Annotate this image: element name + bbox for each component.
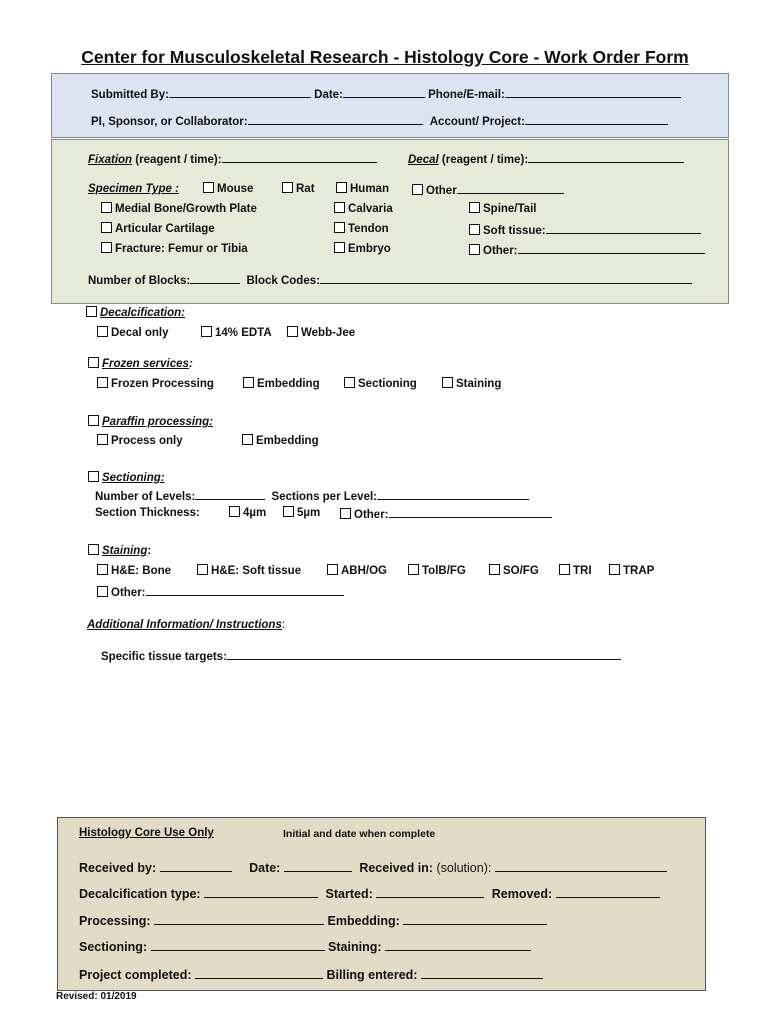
- other-species-label: Other: [426, 185, 457, 197]
- core-sectioning-label: Sectioning:: [79, 940, 148, 954]
- submitted-by-row: [91, 86, 681, 101]
- decal-row: [408, 151, 684, 166]
- phone-email-label: Phone/E-mail:: [428, 89, 505, 101]
- paraffin-heading[interactable]: [88, 415, 213, 428]
- num-levels-label: Number of Levels:: [95, 491, 196, 503]
- targets-label: Specific tissue targets:: [101, 651, 227, 663]
- decalcification-checkbox[interactable]: [86, 306, 97, 317]
- tolb-label: TolB/FG: [422, 565, 466, 577]
- paraffin-checkbox[interactable]: [88, 415, 99, 426]
- he-soft-checkbox[interactable]: [197, 564, 208, 575]
- paraffin-label: Paraffin processing:: [102, 416, 213, 428]
- webb-jee-label: Webb-Jee: [301, 327, 356, 339]
- decalcification-heading[interactable]: [86, 306, 185, 319]
- frozen-sectioning-checkbox[interactable]: [344, 377, 355, 388]
- started-field[interactable]: [376, 886, 484, 898]
- tri-label: TRI: [573, 565, 592, 577]
- fracture-label: Fracture: Femur or Tibia: [115, 243, 248, 255]
- sectioning-label: Sectioning:: [102, 472, 165, 484]
- project-completed-field[interactable]: [195, 967, 323, 979]
- core-date-field[interactable]: [284, 860, 352, 872]
- num-levels-field[interactable]: [195, 488, 265, 500]
- tendon-option[interactable]: [334, 222, 389, 235]
- he-bone-checkbox[interactable]: [97, 564, 108, 575]
- submitted-by-label: Submitted By:: [91, 89, 169, 101]
- targets-row: [101, 648, 621, 663]
- frozen-sectioning-label: Sectioning: [358, 378, 417, 390]
- additional-heading: Additional Information/ Instructions:: [87, 619, 286, 631]
- core-staining-label: Staining:: [328, 940, 382, 954]
- calvaria-option[interactable]: [334, 202, 393, 215]
- submission-box: [51, 73, 729, 138]
- section-thickness-label: Section Thickness:: [95, 507, 200, 519]
- trap-label: TRAP: [623, 565, 655, 577]
- pi-row: [91, 113, 668, 128]
- fixation-row: [88, 151, 377, 166]
- spine-tail-option[interactable]: [469, 202, 536, 215]
- other-species-option[interactable]: [412, 182, 564, 197]
- calvaria-checkbox[interactable]: [334, 202, 345, 213]
- four-um-label: 4µm: [243, 507, 267, 519]
- core-embedding-field[interactable]: [403, 913, 547, 925]
- other-stain-label: Other:: [111, 587, 146, 599]
- sectioning-core-row: [79, 939, 531, 954]
- articular-label: Articular Cartilage: [115, 223, 215, 235]
- four-um-checkbox[interactable]: [229, 506, 240, 517]
- mouse-option[interactable]: [203, 182, 253, 195]
- rat-label: Rat: [296, 183, 315, 195]
- other-thickness-checkbox[interactable]: [340, 508, 351, 519]
- core-date-label: Date:: [249, 861, 281, 875]
- articular-option[interactable]: [101, 222, 215, 235]
- tendon-label: Tendon: [348, 223, 389, 235]
- received-by-label: Received by:: [79, 861, 157, 875]
- paraffin-embedding-checkbox[interactable]: [242, 434, 253, 445]
- process-only-checkbox[interactable]: [97, 434, 108, 445]
- soft-tissue-option[interactable]: [469, 222, 701, 237]
- tendon-checkbox[interactable]: [334, 222, 345, 233]
- decal-type-row: [79, 886, 660, 901]
- embryo-checkbox[interactable]: [334, 242, 345, 253]
- tri-option[interactable]: [559, 564, 592, 577]
- block-codes-label: Block Codes:: [246, 275, 320, 287]
- soft-tissue-checkbox[interactable]: [469, 224, 480, 235]
- other-thickness-field[interactable]: [389, 506, 552, 518]
- decal-only-checkbox[interactable]: [97, 326, 108, 337]
- phone-email-field[interactable]: [505, 86, 681, 98]
- paraffin-embedding-label: Embedding: [256, 435, 319, 447]
- staining-heading[interactable]: Staining:: [88, 544, 151, 557]
- abh-option[interactable]: [327, 564, 387, 577]
- edta-label: 14% EDTA: [215, 327, 272, 339]
- core-use-note: Initial and date when complete: [283, 828, 436, 840]
- he-soft-label: H&E: Soft tissue: [211, 565, 302, 577]
- five-um-option[interactable]: [283, 506, 320, 519]
- human-checkbox[interactable]: [336, 182, 347, 193]
- spine-tail-label: Spine/Tail: [483, 203, 537, 215]
- removed-label: Removed:: [491, 887, 553, 901]
- other-species-checkbox[interactable]: [412, 184, 423, 195]
- fracture-checkbox[interactable]: [101, 242, 112, 253]
- billing-label: Billing entered:: [326, 968, 418, 982]
- started-label: Started:: [325, 887, 373, 901]
- tolb-option[interactable]: [408, 564, 466, 577]
- core-use-heading-label: Histology Core Use Only: [79, 827, 214, 839]
- frozen-checkbox[interactable]: [88, 357, 99, 368]
- human-label: Human: [350, 183, 389, 195]
- thickness-row: [95, 507, 200, 519]
- other-tissue-option[interactable]: [469, 242, 705, 257]
- block-codes-field[interactable]: [320, 272, 692, 284]
- abh-checkbox[interactable]: [327, 564, 338, 575]
- process-only-option[interactable]: [97, 434, 183, 447]
- pi-field[interactable]: [248, 113, 423, 125]
- other-thickness-option[interactable]: [340, 506, 552, 521]
- frozen-staining-option[interactable]: [442, 377, 501, 390]
- other-stain-field[interactable]: [146, 584, 344, 596]
- sectioning-heading[interactable]: [88, 471, 165, 484]
- pi-label: PI, Sponsor, or Collaborator:: [91, 116, 248, 128]
- edta-option[interactable]: [201, 326, 272, 339]
- sections-per-level-field[interactable]: [377, 488, 529, 500]
- decal-only-option[interactable]: [97, 326, 169, 339]
- tri-checkbox[interactable]: [559, 564, 570, 575]
- project-completed-label: Project completed:: [79, 968, 192, 982]
- fixation-field[interactable]: [222, 151, 377, 163]
- processing-field[interactable]: [154, 913, 324, 925]
- four-um-option[interactable]: [229, 506, 266, 519]
- levels-row: [95, 488, 529, 503]
- core-sectioning-field[interactable]: [151, 939, 325, 951]
- blocks-row: [88, 272, 692, 287]
- medial-bone-checkbox[interactable]: [101, 202, 112, 213]
- fixation-suffix: (reagent / time):: [132, 154, 222, 166]
- embryo-label: Embryo: [348, 243, 391, 255]
- specimen-type-label-wrap: [88, 183, 179, 195]
- paraffin-embedding-option[interactable]: [242, 434, 319, 447]
- frozen-embedding-checkbox[interactable]: [243, 377, 254, 388]
- webb-jee-checkbox[interactable]: [287, 326, 298, 337]
- account-label: Account/ Project:: [429, 116, 525, 128]
- num-blocks-field[interactable]: [190, 272, 240, 284]
- solution-label: (solution):: [436, 861, 492, 875]
- spine-tail-checkbox[interactable]: [469, 202, 480, 213]
- core-staining-field[interactable]: [385, 939, 531, 951]
- mouse-checkbox[interactable]: [203, 182, 214, 193]
- abh-label: ABH/OG: [341, 565, 387, 577]
- tolb-checkbox[interactable]: [408, 564, 419, 575]
- decal-field[interactable]: [528, 151, 684, 163]
- date-field[interactable]: [343, 86, 425, 98]
- specimen-type-label: Specimen Type :: [88, 183, 179, 195]
- additional-heading-label: Additional Information/ Instructions: [87, 619, 282, 631]
- targets-field[interactable]: [227, 648, 621, 660]
- sections-per-level-label: Sections per Level:: [271, 491, 377, 503]
- frozen-embedding-label: Embedding: [257, 378, 320, 390]
- trap-checkbox[interactable]: [609, 564, 620, 575]
- decalcification-label: Decalcification:: [100, 307, 185, 319]
- frozen-staining-label: Staining: [456, 378, 502, 390]
- medial-bone-option[interactable]: [101, 202, 257, 215]
- he-bone-option[interactable]: [97, 564, 171, 577]
- calvaria-label: Calvaria: [348, 203, 393, 215]
- other-tissue-field[interactable]: [518, 242, 705, 254]
- embryo-option[interactable]: [334, 242, 391, 255]
- processing-label: Processing:: [79, 914, 151, 928]
- sofg-checkbox[interactable]: [489, 564, 500, 575]
- rat-option[interactable]: [282, 182, 315, 195]
- received-row: [79, 860, 667, 875]
- fixation-label: Fixation: [88, 154, 133, 166]
- core-use-heading: [79, 827, 214, 839]
- submitted-by-field[interactable]: [169, 86, 311, 98]
- fracture-option[interactable]: [101, 242, 248, 255]
- decal-label: Decal: [408, 154, 439, 166]
- frozen-sectioning-option[interactable]: [344, 377, 417, 390]
- other-stain-checkbox[interactable]: [97, 586, 108, 597]
- date-label: Date:: [314, 89, 343, 101]
- decal-only-label: Decal only: [111, 327, 169, 339]
- removed-field[interactable]: [556, 886, 660, 898]
- processing-row: [79, 913, 547, 928]
- frozen-embedding-option[interactable]: [243, 377, 320, 390]
- soft-tissue-field[interactable]: [546, 222, 701, 234]
- rat-checkbox[interactable]: [282, 182, 293, 193]
- soft-tissue-label: Soft tissue:: [483, 225, 546, 237]
- billing-field[interactable]: [421, 967, 543, 979]
- frozen-processing-label: Frozen Processing: [111, 378, 214, 390]
- other-stain-option[interactable]: [97, 584, 344, 599]
- revised-date: Revised: 01/2019: [56, 991, 137, 1002]
- edta-checkbox[interactable]: [201, 326, 212, 337]
- webb-jee-option[interactable]: [287, 326, 355, 339]
- sectioning-checkbox[interactable]: [88, 471, 99, 482]
- process-only-label: Process only: [111, 435, 183, 447]
- human-option[interactable]: [336, 182, 389, 195]
- articular-checkbox[interactable]: [101, 222, 112, 233]
- other-species-field[interactable]: [457, 182, 564, 194]
- core-embedding-label: Embedding:: [327, 914, 400, 928]
- frozen-heading[interactable]: Frozen services:: [88, 357, 193, 370]
- received-by-field[interactable]: [160, 860, 232, 872]
- completion-row: [79, 967, 543, 982]
- frozen-processing-checkbox[interactable]: [97, 377, 108, 388]
- decal-type-label: Decalcification type:: [79, 887, 201, 901]
- other-tissue-checkbox[interactable]: [469, 244, 480, 255]
- five-um-checkbox[interactable]: [283, 506, 294, 517]
- he-bone-label: H&E: Bone: [111, 565, 172, 577]
- staining-label: Staining: [102, 545, 148, 557]
- core-use-box: [57, 817, 706, 991]
- frozen-label: Frozen services: [102, 358, 189, 370]
- form-title: Center for Musculoskeletal Research - Histology Core - Work Order Form: [81, 47, 689, 67]
- other-thickness-label: Other:: [354, 509, 389, 521]
- five-um-label: 5µm: [297, 507, 321, 519]
- he-soft-option[interactable]: [197, 564, 301, 577]
- received-in-field[interactable]: [495, 860, 667, 872]
- sofg-option[interactable]: [489, 564, 539, 577]
- decal-type-field[interactable]: [204, 886, 318, 898]
- frozen-processing-option[interactable]: [97, 377, 214, 390]
- frozen-staining-checkbox[interactable]: [442, 377, 453, 388]
- received-in-label: Received in:: [359, 861, 433, 875]
- account-field[interactable]: [525, 113, 668, 125]
- trap-option[interactable]: [609, 564, 654, 577]
- sofg-label: SO/FG: [503, 565, 539, 577]
- mouse-label: Mouse: [217, 183, 254, 195]
- num-blocks-label: Number of Blocks:: [88, 275, 191, 287]
- decal-suffix: (reagent / time):: [438, 154, 529, 166]
- staining-checkbox[interactable]: [88, 544, 99, 555]
- medial-bone-label: Medial Bone/Growth Plate: [115, 203, 257, 215]
- other-tissue-label: Other:: [483, 245, 518, 257]
